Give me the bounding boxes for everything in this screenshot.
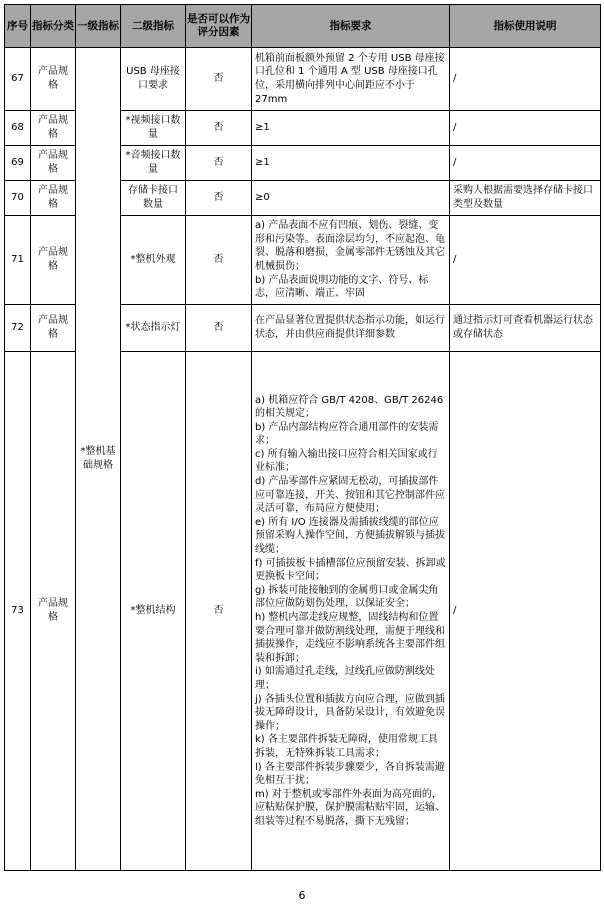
row-requirement: ≥0 <box>252 181 450 216</box>
row-requirement <box>252 216 450 305</box>
row-category: 产品规格 <box>31 48 76 111</box>
row-seq: 68 <box>5 111 31 146</box>
requirement-line: b) 产品表面说明功能的文字、符号、标志，应清晰、端正、牢固 <box>255 274 429 300</box>
spec-table <box>4 4 601 871</box>
row-seq: 69 <box>5 146 31 181</box>
row-seq: 71 <box>5 216 31 305</box>
row-requirement: 在产品显著位置提供状态指示功能，如运行状态，并由供应商提供详细参数 <box>252 305 450 352</box>
page-number: 6 <box>298 889 306 902</box>
row-scoring: 否 <box>186 146 252 181</box>
requirement-line: f) 可插拔板卡插槽部位应预留安装、拆卸或更换板卡空间； <box>255 557 446 583</box>
row-usage: 采购人根据需要选择存储卡接口类型及数量 <box>450 181 601 216</box>
row-level2: 存储卡接口数量 <box>121 181 186 216</box>
row-requirement <box>252 352 450 871</box>
requirement-line: e) 所有 I/O 连接器及需插拔线缆的部位应预留采购人操作空间，方便插拔解锁与插拔线缆； <box>255 516 445 556</box>
requirement-line: b) 产品内部结构应符合通用部件的安装需求； <box>255 421 439 447</box>
row-usage: 通过指示灯可查看机器运行状态或存储状态 <box>450 305 601 352</box>
requirement-line: j) 各插头位置和插拔方向应合理，应做到插拔无障碍设计，具备防呆设计，有效避免误操作； <box>255 693 445 732</box>
row-seq: 70 <box>5 181 31 216</box>
requirement-line: i) 如需通过孔走线，过线孔应做防割线处理； <box>255 666 435 691</box>
row-seq: 72 <box>5 305 31 352</box>
row-requirement: 机箱前面板额外预留 2 个专用 USB 母座接口孔位和 1 个通用 A 型 USB 母座接口孔位，采用横向排列中心间距应不小于 27mm <box>252 48 450 111</box>
row-scoring: 否 <box>186 216 252 305</box>
row-level2: *状态指示灯 <box>121 305 186 352</box>
requirement-line: c) 所有输入输出接口应符合相关国家或行业标准； <box>255 448 438 474</box>
row-scoring: 否 <box>186 181 252 216</box>
row-category: 产品规格 <box>31 181 76 216</box>
header-seq: 序号 <box>5 5 31 48</box>
row-scoring: 否 <box>186 305 252 352</box>
row-level2: *音频接口数量 <box>121 146 186 181</box>
row-level2: *视频接口数量 <box>121 111 186 146</box>
row-usage: / <box>450 352 601 871</box>
row-usage: / <box>450 146 601 181</box>
row-requirement: ≥1 <box>252 111 450 146</box>
row-usage: / <box>450 48 601 111</box>
row-scoring: 否 <box>186 352 252 871</box>
row-usage: / <box>450 111 601 146</box>
header-row <box>5 5 601 48</box>
row-category: 产品规格 <box>31 305 76 352</box>
header-usage: 指标使用说明 <box>450 5 601 48</box>
row-level2: *整机结构 <box>121 352 186 871</box>
header-requirement: 指标要求 <box>252 5 450 48</box>
header-scoring: 是否可以作为评分因素 <box>186 5 252 48</box>
row-scoring: 否 <box>186 48 252 111</box>
requirement-line: g) 拆装可能接触到的金属剪口或金属尖角部位应做防划伤处理，以保证安全； <box>255 584 439 610</box>
row-seq: 67 <box>5 48 31 111</box>
row-level2: USB 母座接口要求 <box>121 48 186 111</box>
requirement-line: a) 产品表面不应有凹痕、划伤、裂缝、变形和污染等。表面涂层均匀，不应起泡、龟裂、脱落和磨损，金属零部件无锈蚀及其它机械损伤； <box>255 220 445 272</box>
table-row <box>5 48 601 111</box>
row-category: 产品规格 <box>31 352 76 871</box>
row-scoring: 否 <box>186 111 252 146</box>
requirement-line: d) 产品零部件应紧固无松动，可插拔部件应可靠连接，开关、按钮和其它控制部件应灵活可靠，布局应方便使用； <box>255 476 445 515</box>
row-category: 产品规格 <box>31 216 76 305</box>
header-level2: 二级指标 <box>121 5 186 48</box>
requirement-line: h) 整机内部走线应规整，固线结构和位置要合理可靠并做防割线处理，需便于理线和插拔操作，走线应不影响系统各主要部件组装和拆卸； <box>255 612 445 664</box>
level1-merged-label: *整机基础规格 <box>76 48 121 871</box>
header-category: 指标分类 <box>31 5 76 48</box>
row-requirement: ≥1 <box>252 146 450 181</box>
row-category: 产品规格 <box>31 146 76 181</box>
row-seq: 73 <box>5 352 31 871</box>
requirement-line: a) 机箱应符合 GB/T 4208、GB/T 26246 的相关规定； <box>255 394 444 420</box>
requirement-line: m) 对于整机或零部件外表面为高亮面的，应粘贴保护膜，保护膜需粘贴牢固，运输、组装等过程不易脱落，撕下无残留； <box>255 788 445 827</box>
row-level2: *整机外观 <box>121 216 186 305</box>
row-category: 产品规格 <box>31 111 76 146</box>
requirement-line: k) 各主要部件拆装无障碍，使用常规工具拆装，无特殊拆装工具需求； <box>255 734 438 759</box>
header-level1: 一级指标 <box>76 5 121 48</box>
requirement-line: l) 各主要部件拆装步骤要少，各自拆装需避免相互干扰； <box>255 761 445 787</box>
row-usage: / <box>450 216 601 305</box>
